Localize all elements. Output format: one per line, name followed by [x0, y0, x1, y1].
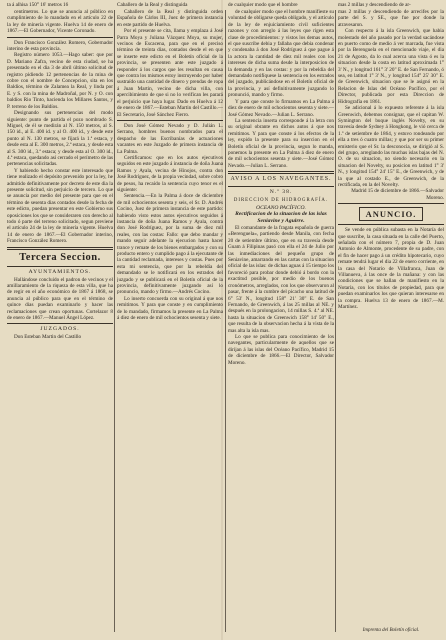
paragraph: Por el presente se cita, llama y emplaza á José Parra Moya y Juliana Vázquez Moya, su mujer, vecinos de Escacena, para que en el preciso término de treinta dias, contados desde el en que se inserte este edicto en el Boletín oficial de la provincia, se presenten ante este juzgado á responder á los cargos que les resultan en causa que contra los mismos estoy instruyendo por haber sustraído una cantidad de dinero y prendas de ropa á Juan Martin, vecino de dicha villa, con apercibimiento de que si no lo verifican les parará el perjuicio que haya lugar. Dado en Huelva á 12 de enero de 1867.—Esteban Martin del Castillo.—El Secretario, José Sánchez Fierro. — [117, 28, 223, 118]
paragraph: Y habiendo hecho constar este interesado que tiene realizado el depósito prevenido por la ley, he admitido definitivamente por decreto de este dia la presente solicitud, sin perjuicio de tercero. Lo que se anuncia por medio del presente para que en el término de sesenta dias contados desde la fecha de este edicto, puedan presentar en este Gobierno sus oposiciones los que se consideraren con derecho al todo ó parte del terreno solicitado, segun previene el artículo 24 de la ley de minería vigente. Huelva 14 de enero de 1867.—El Gobernador interino, Francisco González Romero. — [7, 167, 113, 245]
section-heading: Tercera Seccion. — [19, 251, 101, 263]
column-rule-1 — [114, 10, 115, 632]
column-1 — [7, 9, 113, 635]
column-rule-2 — [225, 10, 226, 632]
separator-rule — [117, 120, 223, 121]
paragraph: Se vende en pública subasta en la Notaría del que suscribe, la casa situada en la calle del Puerto, señalada con el número 7, propia de D. Juan Antonio de Almonte, procedente de su padre, con el fin de hacer pago á un crédito hipotecario, cuyo remate tendrá lugar el dia 22 de enero corriente, en la casa del Notario de Villafranca, Juan de Villanueva, á las once de la mañana: y con las condiciones que se hallan de manifiesto en la Notaría, con los títulos de propiedad, para que puedan examinarlos los que quieran interesarse en la compra. Huelva 13 de enero de 1867.—M. Martínez. — [338, 227, 444, 311]
column-4 — [338, 9, 444, 635]
paragraph: centímetros. Lo que se anuncia al público en cumplimiento de lo mandado en el artículo 22 de la ley de minería vigente. Huelva 14 de enero de 1867.—El Gobernador, Vicente Coronado. — [7, 9, 113, 35]
paragraph: Don Francisco González Romero, Gobernador interino de esta provincia. — [7, 39, 113, 53]
section-double-rule — [228, 171, 334, 174]
running-head-col3: de cualquier modo que el hombre — [228, 2, 298, 8]
announcement-heading-box — [344, 207, 438, 221]
announcement-heading: ANUNCIO. — [359, 207, 424, 221]
subsection-heading: AYUNTAMIENTOS. — [28, 268, 92, 275]
separator-rule — [228, 186, 334, 187]
running-head-col1: ta á alhisa 150° 16' metros 16 — [7, 2, 69, 8]
section-double-rule — [7, 247, 113, 250]
separator-rule — [7, 323, 113, 324]
running-head-col2: Caballero de la Real y distinguida — [117, 2, 188, 8]
paragraph: Don Esteban Martin del Castillo — [14, 334, 82, 341]
column-2 — [117, 9, 223, 635]
region-heading: OCEANO PACÍFICO. — [256, 204, 306, 211]
subsection-heading: JUZGADOS. — [40, 326, 80, 333]
paragraph: Designando sus pertenencias del modo siguiente: punto de partida el pozo nombrado S. Miguel, de él se medirán al N. 150 metros, al S. 150 id., al E. 400 id. y al O. 400 id., y desde este punto al N. 130 metros, se fijará la 1.ª estaca, y desde esta al E. 300 metros, 2.ª estaca, y desde esta al S. 300 id., 3.ª estaca; y desde esta al O. 300 id., 4.ª estaca, quedando así cerrado el perímetro de las pertenencias solicitadas. — [7, 110, 113, 168]
separator-rule — [7, 37, 113, 38]
department-name: DIRECCION DE HIDROGRAFÍA. — [233, 197, 329, 203]
notice-subject: Rectificacion de la situacion de las islas Seniavine y Aguirre. — [235, 211, 327, 225]
paragraph: Sentencia.—En la Palma á doce de diciembre de mil ochocientos sesenta y seis, el Sr. D. Andrés Cocino, Juez de primera instancia de este partido: habiendo visto estos autos ejecutivos seguidos á instancia de doña Juana Ramos y Ayala, contra don José Rodríguez, por la suma de diez mil reales, con las costas: Fallo: que debo mandar y mando seguir adelante la ejecucion hasta hacer trance y remate de los bienes embargados y con su producto entero y cumplido pago á la ejecutante de la cantidad reclamada, intereses y costas. Pues por esta mi sentencia, que por la rebeldía del demandado se le notificará en los estrados del juzgado y se publicará en el Boletín oficial de la provincia, definitivamente juzgando así lo pronuncio, mando y firmo.—Andrés Cocino. — [117, 193, 223, 296]
paragraph: Se adicional á lo expuesto referente á la isla Greenwich, debemos consignar, que el capitan W. Symington del buque inglés Novelty, en su travesía desde Sydney á Hongkong, le vió cerca de 1.º de setiembre de 1864, y estuvo rondeando por ella a tres ó cuatro millas; y que por ser su primer emisterio que el Sr. la desconocia, se dirigió al S. del grupo, arreglando las muchas islas bajas del N. O. de su situacion, no siendo necesario en la situacion del Novelty, su posicion en latitud 1° 3' N., y longitud 154° 24' 15" E., de Greenwich, y de la que al costado E., de Greenwich, de la rectificada, en la del Novelty. — [338, 105, 444, 188]
paragraph: La sentencia inserta corresponde á la letra con su original obrante en dichos autos á que nos remitimos. Y para que conste á los efectos de la ley, expido la presente para su insercion en el Boletín oficial de la provincia, segun lo manda, ponemos la presente en La Palma á diez de enero de mil ochocientos sesenta y siete.—José Gómez Nevado.—Julian L. Serrano. — [228, 117, 334, 169]
column-rule-3 — [335, 10, 336, 632]
paragraph: Hallándose concluido el padron de vecinos y el amillaramiento de la riqueza de esta villa, que ha de regir en el año económico de 1867 á 1868, se anuncia al público para que en el término de quince dias puedan examinarlo y hacer las reclamaciones que crean oportunas. Cortelazor 8 de enero de 1867.—Manuel Ángel López. — [7, 276, 113, 322]
paragraph: Lo que se publica para conocimiento de los navegantes, particularmente de aquellos que se dirijan á las islas del Océano Pacífico, Madrid 15 de diciembre de 1866.—El Director, Salvador Moreno. — [228, 333, 334, 366]
paragraph: de cualquier modo que el hombre manifieste su voluntad de obligarse queda obligado, y el artículo de la ley de enjuiciamiento civil suficientes razones y con arreglo á las leyes que rigen esta clase de procedimientos: y vistos los demas autos, el que suscribe debia y fallaba que debia condenar y condenaba á don José Rodríguez á que pague á la actora la cantidad de diez mil reales con los intereses de dicha suma desde la interposicion de la demanda y en las costas: y por la rebeldía del demandado notifíquese la sentencia en los estrados del juzgado, publicándose en el Boletín oficial de la provincia, y así definitivamente juzgando lo pronunció, mando y firmo. — [228, 9, 334, 99]
paragraph: Con respecto á la isla Greenwich, que habia molestado del año pasado por la verdad sacándose en puerto como de medio á ver marcada, fue vista por la Berenguela en el mencionado viaje, el dia 21 de Agosto, da lo cual acerca una vista ó es la situacion desde la costa en latitud aproximada 1° 3' N., y longitud 161° 3' 20" E. de San Fernando, ó sea, en latitud 1° 3' N., y longitud 154° 25' 30" E. de Greenwich, situacion que se le asignó en la Relacion de Islas del Océano Pacífico, por el Director, publicada por esta Direccion de Hidrografía en 1861. — [338, 28, 444, 105]
paragraph: Caballero de la Real y distinguida orden Española de Cárlos III, Juez de primera instancia en este partido de Huelva. — [117, 9, 223, 28]
printer-imprint: Imprenta del Boletín oficial. — [362, 628, 420, 633]
notice-number: N.º 38. — [269, 188, 293, 195]
column-3 — [228, 9, 334, 635]
running-head-col4: mas 2 millas y descendiendo de ar- — [338, 2, 411, 8]
paragraph: Lo inserto concuerda con su original á que nos remitimos. Y para que conste y en cumplimiento de lo mandado, firmamos la presente en La Palma á diez de enero de mil ochocientos sesenta y siete. — [117, 295, 223, 322]
paragraph: Y para que conste lo firmamos en La Palma á diez de enero de mil ochocientos sesenta y siete.—José Gómez Nevado.—Julian L. Serrano. — [228, 98, 334, 118]
signature-line: Madrid 15 de diciembre de 1866.—Salvador Moreno. — [351, 188, 444, 201]
separator-rule — [338, 224, 444, 225]
paragraph: mas 2 millas y descendiendo de arrecifes por la parte del S. y SE., que fue por donde la atravesaron. — [338, 9, 444, 28]
notice-heading: AVISO A LOS NAVEGANTES. — [230, 176, 332, 183]
paragraph: Don José Gómez Nevado y D. Julián L. Serrano, hombres buenos nombrados para el despacho de las Escribanías de actuaciones vacantes en este Juzgado de primera instancia de La Palma. — [117, 122, 223, 155]
paragraph: Registro número 1053.—Hago saber: que por D. Mariano Zafra, vecino de esta ciudad, se ha presentado en el dia 3 de abril último solicitud de registro pidiendo 12 pertenencias de la mina de cobre con el nombre de Concepcion, sita en los Baldíos, término de Zalamea la Real, y linda por E. y S. con la mina de Madroñal, por N. y O. con baldíos Rio Tinto, hacienda los Millares Santos, y P. terreno de los Baldíos. — [7, 52, 113, 110]
separator-rule — [7, 266, 113, 267]
paragraph: Certificamos: que en los autos ejecutivos seguidos en este juzgado á instancia de doña Juana Ramos y Ayala, vecina de Hinojos, contra don José Rodríguez, de la propia vecindad, sobre cobro de pesos, ha recaído la sentencia cuyo tenor es el siguiente: — [117, 154, 223, 193]
paragraph: El comandante de la fragata española de guerra «Berenguela», partiendo desde Manila, con fecha 20 de setiembre último, que en su travesía desde Guam á Filipinas pasó con ella el 24 de Julio por las inmediaciones del pequeño grupo de Seniavine, amarrando en las cartas con la situacion oficial de las islas: de dichas aguas á 15 tiempo los favoreció para probar donde debió á bordo con la exactitud posible, por medio de los buenos cronómetros, arreglados, con los que observaron al pasar, frente á la cumbre del picacho una latitud de 6° 53' N., longitud 158° 21' 30" E. de San Fernando, de Greenwich, á las 25 millas al NE. y después en la prolongacion, 14 millas S. 4.ª al NE. hasta la situacion de Greenwich 158° 14' 50" E., que resulta de la observacion hecha á la vista de la mas alta la isla mas. — [228, 225, 334, 334]
separator-rule — [338, 203, 444, 204]
